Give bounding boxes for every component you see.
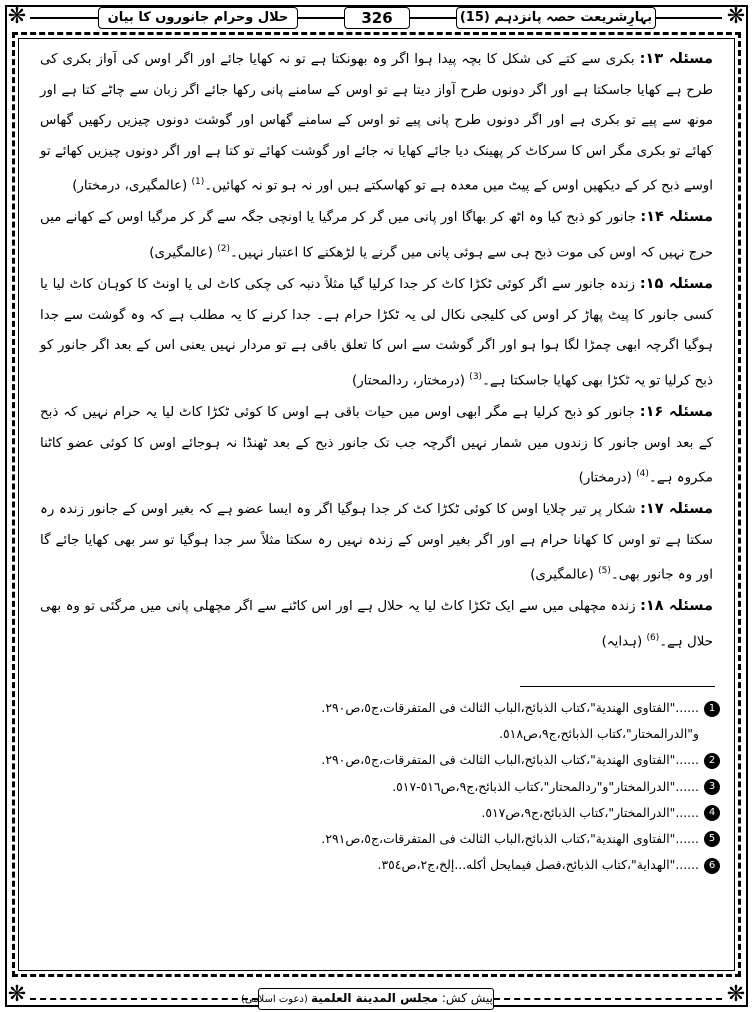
footnote-item: [40, 721, 720, 747]
masala-reference: (ہدایہ): [601, 634, 647, 650]
footnote-number: 6: [704, 858, 720, 874]
footer-rule: [494, 998, 722, 1000]
masala-13: [40, 44, 713, 202]
chapter-title: حلال وحرام جانوروں کا بیان: [98, 7, 298, 29]
footer-label: پیش کش:: [438, 991, 493, 1005]
masala-text: جانور کو ذبح کرلیا ہے مگر ابھی اوس میں حیات باقی ہے اوس کا کوئی ٹکڑا کاٹ لیا یہ حرام نہیں کہ ذبح کے بعد اوس جانور کا زندوں میں شمار نہیں اگرچہ جب تک جانور ذبح کے بعد ٹھنڈا نہ ہوجائے اوس کا کوئی عضو کاٹنا مکروہ ہے۔: [40, 404, 713, 486]
ornament-corner-icon: ❋: [726, 4, 746, 29]
footnote-marker[interactable]: (3): [469, 371, 483, 382]
header-rule: [298, 17, 344, 19]
masala-reference: (درمختار): [578, 470, 637, 486]
footnote-number: 1: [704, 701, 720, 717]
masala-reference: (درمختار، ردالمحتار): [351, 373, 470, 389]
footnote-item: [40, 800, 720, 826]
masala-17: [40, 494, 713, 591]
masala-label: مسئلہ ۱۷:: [640, 501, 713, 518]
footnote-marker[interactable]: (1): [191, 177, 205, 188]
footnote-text: ......"الهداية"،كتاب الذبائح،فصل فيمايحل أكله...إلخ،ج٢،ص٣٥٤.: [377, 857, 699, 873]
footnote-marker[interactable]: (6): [646, 633, 660, 644]
publisher-org: (دعوت اسلامی): [240, 994, 311, 1005]
masala-label: مسئلہ ۱۵:: [639, 276, 713, 293]
footnote-item: [40, 747, 720, 773]
masala-16: [40, 397, 713, 494]
header-rule: [656, 17, 722, 19]
book-title: بہارِشریعت حصہ پانزدہم (15): [456, 7, 656, 29]
masala-text: بکری سے کتے کی شکل کا بچہ پیدا ہوا اگر وہ بھونکتا ہے تو نہ کھایا جائے اور اگر اوس کی آواز بکری کی طرح ہے کھایا جاسکتا ہے اور اگر دونوں طرح آواز دیتا ہے تو اوس کے سامنے پانی رکھا جائے اگر زبان سے چاٹے کتا ہے اور مونھ سے پیے تو بکری ہے اور اگر دونوں طرح پانی پیے تو اوس کے سامنے گھاس اور گوشت دونوں چیزیں رکھیں گھاس کھائے تو بکری مگر اس کا سرکاٹ کر پھینک دیا جائے کھایا نہ جائے اور گوشت کھائے تو کتا ہے اور اگر دونوں چیزیں کھائے تو اوسے ذبح کر کے دیکھیں اوس کے پیٹ میں معدہ ہے تو کھاسکتے ہیں اور نہ ہو تو نہ کھائیں۔: [40, 52, 713, 194]
header-rule: [410, 17, 456, 19]
masala-15: [40, 269, 713, 397]
footnote-item: [40, 852, 720, 878]
masala-18: [40, 591, 713, 658]
publisher-name: مجلس المدينة العلمية: [310, 991, 439, 1005]
footnote-text: ......"الفتاوی الهندية"،كتاب الذبائح،الباب الثالث فی المتفرقات،ج٥،ص٢٩٠.: [321, 700, 699, 715]
masala-reference: (عالمگیری، درمختار): [72, 178, 192, 194]
masala-text: زندہ جانور سے اگر کوئی ٹکڑا کاٹ کر جدا کرلیا گیا مثلاً دنبہ کی چکی کاٹ لی یا اونٹ کا کوہان کاٹ لیا یا کسی جانور کا پیٹ پھاڑ کر اوس کی کلیجی نکال لی یہ ٹکڑا حرام ہے۔ جدا کرنے کا یہ مطلب ہے کہ وہ گوشت سے جدا ہوگیا اگرچہ ابھی چمڑا لگا ہوا ہو اور اگر گوشت سے اس کا تعلق باقی ہے تو مردار نہیں یعنی اس کے بعد اگر جانور کو ذبح کرلیا تو یہ ٹکڑا بھی کھایا جاسکتا ہے۔: [40, 277, 713, 389]
footnote-text: ......"الدرالمختار"و"ردالمحتار"،كتاب الذبائح،ج٩،ص٥١٦-٥١٧.: [392, 778, 699, 794]
masala-text: زندہ مچھلی میں سے ایک ٹکڑا کاٹ لیا یہ حلال ہے اور اس کاٹنے سے اگر مچھلی پانی میں مرگئی تو وہ بھی حلال ہے۔: [40, 599, 713, 650]
masala-14: [40, 202, 713, 269]
masala-label: مسئلہ ۱۸:: [640, 598, 713, 615]
masala-label: مسئلہ ۱۳:: [639, 51, 713, 67]
footer-rule: [30, 998, 258, 1000]
main-text: [40, 44, 713, 658]
footnotes: [40, 695, 720, 878]
ornament-corner-icon: ❋: [7, 982, 27, 1007]
publisher-footer: [240, 988, 494, 1010]
footnote-marker[interactable]: (5): [598, 566, 611, 577]
masala-text: شکار پر تیر چلایا اوس کا کوئی ٹکڑا کٹ کر جدا ہوگیا اگر وہ ایسا عضو ہے کہ بغیر اوس کے جانور زندہ رہ سکتا ہے تو اوس کا کھانا حرام ہے اور اگر بغیر اوس کے زندہ نہیں رہ سکتا مثلاً سر جدا ہوگیا تو سر بھی کھایا جائے گا اور وہ جانور بھی۔: [40, 502, 713, 583]
footnote-text: ......"الفتاوی الهندية"،كتاب الذبائح،الباب الثالث فی المتفرقات،ج٥،ص٢٩١.: [321, 830, 699, 846]
footnote-number: 3: [704, 779, 720, 795]
footnote-number: 2: [704, 753, 720, 769]
footnote-text: و"الدرالمختار"،كتاب الذبائح،ج٩،ص٥١٨.: [499, 726, 699, 742]
page-number: 326: [344, 7, 410, 29]
footnote-marker[interactable]: (2): [217, 244, 230, 255]
ornament-corner-icon: ❋: [726, 982, 746, 1007]
footnote-number: 4: [704, 805, 720, 821]
ornament-corner-icon: ❋: [7, 4, 27, 29]
masala-reference: (عالمگیری): [530, 567, 599, 583]
masala-reference: (عالمگیری): [149, 245, 218, 261]
header-rule: [30, 17, 98, 19]
footnote-text: ......"الفتاوی الهندية"،كتاب الذبائح،الباب الثالث فی المتفرقات،ج٥،ص٢٩٠.: [321, 752, 699, 768]
footnote-number: 5: [704, 831, 720, 847]
footnote-item: [40, 774, 720, 800]
footnote-marker[interactable]: (4): [636, 469, 649, 480]
masala-text: جانور کو ذبح کیا وہ اٹھ کر بھاگا اور پانی میں گر کر مرگیا یا اونچی جگہ سے گر کر مرگیا اوس کے کھانے میں حرج نہیں کہ اوس کی موت ذبح ہی سے ہوئی پانی میں گرنے یا لڑھکنے کا اعتبار نہیں۔: [40, 210, 713, 261]
footnote-item: [40, 695, 720, 721]
masala-label: مسئلہ ۱۴:: [640, 209, 714, 226]
footnote-separator: [520, 686, 715, 687]
masala-label: مسئلہ ۱۶:: [639, 403, 713, 420]
footnote-text: ......"الدرالمختار"،كتاب الذبائح،ج٩،ص٥١٧.: [481, 804, 699, 820]
footnote-item: [40, 826, 720, 852]
